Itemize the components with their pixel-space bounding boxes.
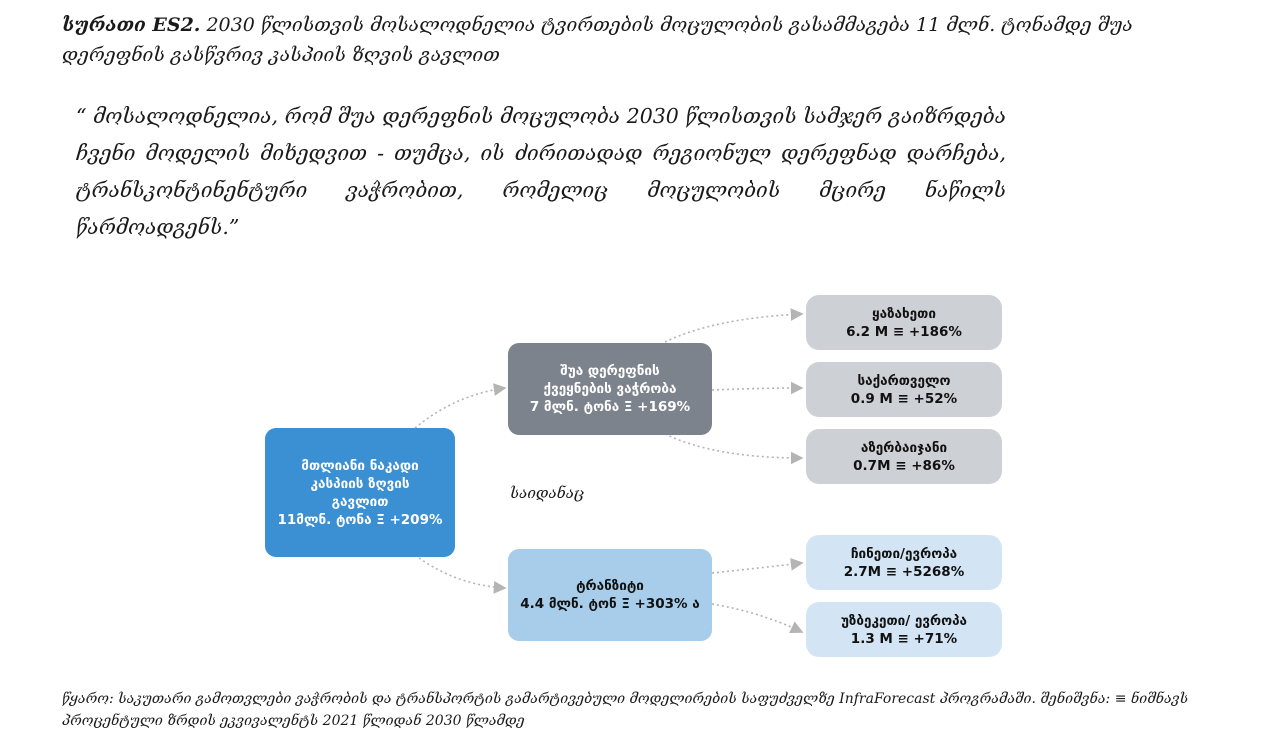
arrow-transit-to-china [712, 563, 802, 573]
kazakhstan-name: ყაზახეთი [872, 305, 936, 322]
azerbaijan-box [806, 429, 1002, 484]
arrow-total-to-regional [415, 388, 505, 428]
caption-text: 2030 წლისთვის მოსალოდნელია ტვირთების მოცულობის გასამმაგება 11 მლნ. ტონამდე შუა დერეფნის გასწვრივ კასპიის ზღვის გავლით [62, 14, 1133, 66]
china-europe-box [806, 535, 1002, 590]
arrow-regional-to-kazakhstan [665, 314, 802, 342]
arrow-regional-to-azerbaijan [665, 434, 802, 458]
total-line-1: მთლიანი ნაკადი [301, 457, 419, 474]
kazakhstan-box [806, 295, 1002, 350]
uzbekistan-europe-box [806, 602, 1002, 657]
transit-line-2: 4.4 მლნ. ტონ Ξ +303% ა [520, 596, 700, 612]
regional-line-3: 7 მლნ. ტონა Ξ +169% [529, 399, 691, 415]
pull-quote: “ მოსალოდნელია, რომ შუა დერეფნის მოცულობა 2030 წლისთვის სამჯერ გაიზრდება ჩვენი მოდელის მიხედვით - თუმცა, ის ძირითადად რეგიონულ დერეფნად დარჩება, ტრანსკონტინენტური ვაჭრობით, რომელიც მოცულობის მცირე ნაწილს წარმოადგენს.” [76, 104, 1006, 239]
total-line-2: კასპიის ზღვის [310, 475, 410, 492]
china-europe-name: ჩინეთი/ევროპა [850, 545, 958, 562]
regional-line-1: შუა დერეფნის [560, 363, 660, 379]
total-line-3: გავლით [331, 493, 389, 510]
uzbekistan-europe-name: უზბეკეთი/ ევროპა [840, 612, 968, 629]
arrow-regional-to-georgia [712, 388, 802, 390]
regional-trade-box [508, 343, 712, 435]
georgia-value: 0.9 M ≡ +52% [850, 390, 958, 407]
georgia-box [806, 362, 1002, 417]
total-flow-box [265, 428, 455, 557]
azerbaijan-name: აზერბაიჯანი [860, 439, 948, 456]
transit-line-1: ტრანზიტი [576, 578, 644, 594]
arrow-total-to-transit [415, 555, 505, 588]
transit-box [508, 549, 712, 641]
middle-label: საიდანაც [510, 484, 585, 502]
china-europe-value: 2.7M ≡ +5268% [843, 563, 965, 580]
source-note: წყარო: საკუთარი გამოთვლები ვაჭრობის და ტრანსპორტის გამარტივებული მოდელირების საფუძველზე InfraForecast პროგრამაში. შენიშვნა: ≡ ნიშნავს პროცენტული ზრდის ეკვივალენტს 2021 წლიდან 2030 წლამდე [62, 691, 1189, 729]
uzbekistan-europe-value: 1.3 M ≡ +71% [850, 630, 958, 647]
arrow-transit-to-uzbekistan [712, 604, 802, 632]
georgia-name: საქართველო [857, 372, 951, 389]
regional-line-2: ქვეყნების ვაჭრობა [543, 381, 677, 397]
azerbaijan-value: 0.7M ≡ +86% [853, 457, 955, 474]
total-line-4: 11მლნ. ტონა Ξ +209% [277, 511, 443, 528]
caption-label: სურათი ES2. [62, 14, 201, 36]
kazakhstan-value: 6.2 M ≡ +186% [846, 323, 962, 340]
